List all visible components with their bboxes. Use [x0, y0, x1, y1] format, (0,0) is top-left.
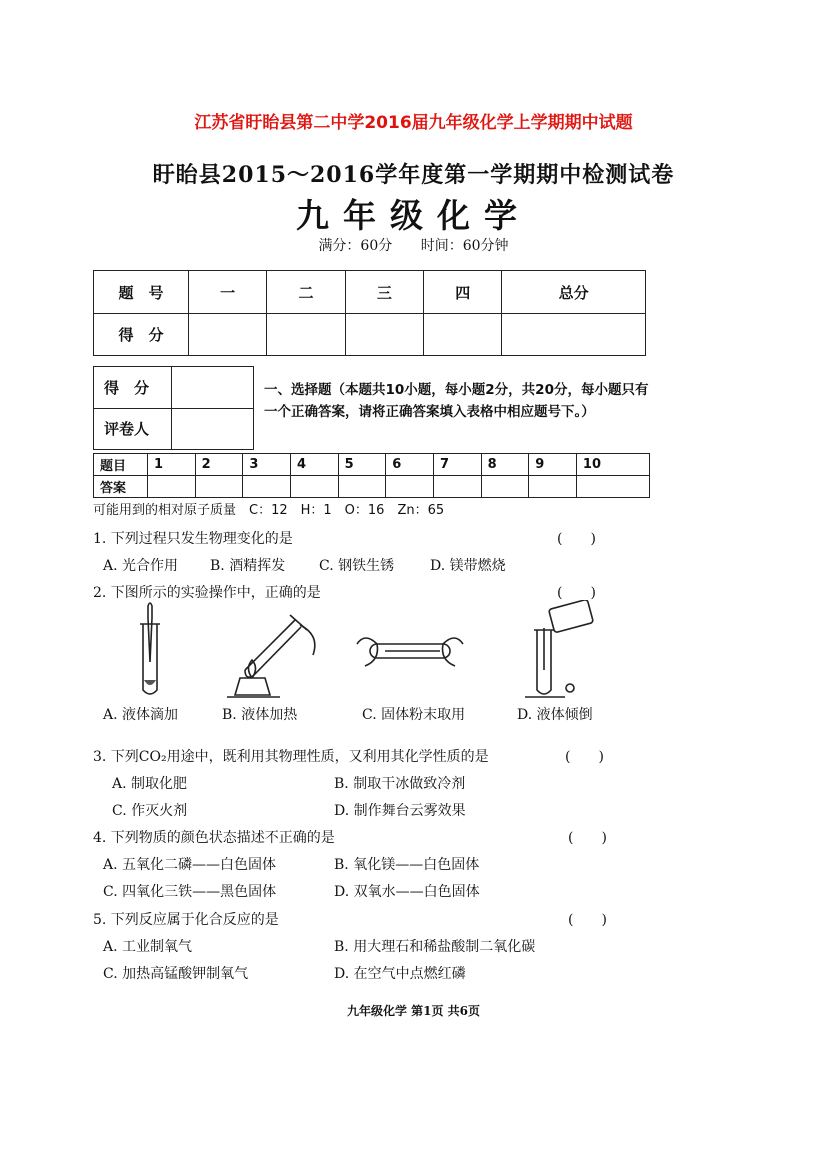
question-1-option-a: A. 光合作用: [103, 558, 179, 574]
answer-cell: [529, 476, 577, 498]
question-2-option-a: A. 液体滴加: [103, 707, 179, 723]
score-table-score-row: [94, 314, 646, 356]
question-2-answer-blank: ( ): [557, 585, 596, 601]
score-header-3: 三: [345, 271, 423, 314]
question-1-option-c: C. 钢铁生锈: [319, 558, 395, 574]
answer-cell: [195, 476, 243, 498]
heating-tube-icon: [227, 615, 315, 697]
exam-time: 时间：60分钟: [420, 238, 509, 254]
question-2-option-c: C. 固体粉末取用: [362, 707, 466, 723]
grader-table: [93, 366, 254, 450]
grader-score-label: 得 分: [94, 367, 172, 409]
score-header-4: 四: [424, 271, 502, 314]
question-5-answer-blank: ( ): [568, 912, 607, 928]
question-4-answer-blank: ( ): [568, 830, 607, 846]
exam-meta: [0, 235, 827, 255]
question-3-option-d: D. 制作舞台云雾效果: [334, 803, 466, 819]
question-4-option-b: B. 氧化镁——白色固体: [334, 857, 480, 873]
answer-cell: [386, 476, 434, 498]
score-row-label: 得 分: [94, 314, 189, 356]
answer-number: 10: [576, 454, 649, 476]
answer-number: 1: [148, 454, 196, 476]
answer-number: 9: [529, 454, 577, 476]
question-1-stem: 1. 下列过程只发生物理变化的是: [93, 531, 293, 547]
score-header-total: 总分: [502, 271, 646, 314]
question-3-answer-blank: ( ): [565, 749, 604, 765]
grader-name-cell: [172, 408, 254, 450]
score-table: [93, 270, 646, 356]
answer-cell: [148, 476, 196, 498]
lab-operations-figure: [95, 600, 635, 700]
question-3-option-b: B. 制取干冰做致冷剂: [334, 776, 466, 792]
answer-fill-label: 答案: [94, 476, 148, 498]
powder-transfer-icon: [357, 638, 463, 666]
question-3-stem: 3. 下列CO₂用途中，既利用其物理性质，又利用其化学性质的是: [93, 749, 489, 765]
document-title: 江苏省盱眙县第二中学2016届九年级化学上学期期中试题: [194, 113, 633, 133]
question-3-option-a: A. 制取化肥: [112, 776, 188, 792]
answer-table: [93, 453, 650, 498]
atomic-masses: 可能用到的相对原子质量 C：12 H：1 O：16 Zn：65: [93, 503, 445, 518]
score-header-label: 题 号: [94, 271, 189, 314]
question-3-option-c: C. 作灭火剂: [112, 803, 188, 819]
exam-title: 盱眙县2015～2016学年度第一学期期中检测试卷: [152, 162, 675, 188]
question-2-option-b: B. 液体加热: [222, 707, 298, 723]
question-5-option-c: C. 加热高锰酸钾制氧气: [103, 966, 249, 982]
question-2-stem: 2. 下图所示的实验操作中，正确的是: [93, 585, 321, 601]
question-1-option-b: B. 酒精挥发: [210, 558, 286, 574]
page-footer: 九年级化学 第1页 共6页: [346, 1004, 481, 1018]
grader-score-cell: [172, 367, 254, 409]
score-header-2: 二: [267, 271, 345, 314]
question-5-option-b: B. 用大理石和稀盐酸制二氧化碳: [334, 939, 536, 955]
answer-cell: [290, 476, 338, 498]
answer-cell: [338, 476, 386, 498]
answer-cell: [481, 476, 529, 498]
question-4-option-d: D. 双氧水——白色固体: [334, 884, 480, 900]
answer-number: 4: [290, 454, 338, 476]
answer-number: 6: [386, 454, 434, 476]
question-4-option-a: A. 五氧化二磷——白色固体: [103, 857, 277, 873]
grader-name-label: 评卷人: [94, 408, 172, 450]
dropper-in-tube-icon: [140, 603, 160, 694]
score-cell: [267, 314, 345, 356]
question-5-option-d: D. 在空气中点燃红磷: [334, 966, 466, 982]
grader-name-row: [94, 408, 254, 450]
question-5-stem: 5. 下列反应属于化合反应的是: [93, 912, 279, 928]
question-1-answer-blank: ( ): [557, 531, 596, 547]
section-1-instructions: 一、选择题（本题共10小题，每小题2分，共20分，每小题只有一个正确答案，请将正确答案填入表格中相应题号下。）: [264, 382, 649, 420]
full-score: 满分：60分: [318, 238, 393, 254]
question-2-option-d: D. 液体倾倒: [517, 707, 593, 723]
grader-score-row: [94, 367, 254, 409]
question-5-option-a: A. 工业制氧气: [103, 939, 193, 955]
answer-cell: [576, 476, 649, 498]
answer-number: 3: [243, 454, 291, 476]
answer-number: 7: [433, 454, 481, 476]
answer-row-label: 题目: [94, 454, 148, 476]
answer-number-row: [94, 454, 650, 476]
answer-cell: [433, 476, 481, 498]
score-cell: [424, 314, 502, 356]
subject-title: 九年级化学: [296, 196, 531, 235]
score-cell: [502, 314, 646, 356]
question-4-stem: 4. 下列物质的颜色状态描述不正确的是: [93, 830, 335, 846]
answer-cell: [243, 476, 291, 498]
answer-number: 5: [338, 454, 386, 476]
answer-number: 8: [481, 454, 529, 476]
score-table-header-row: [94, 271, 646, 314]
score-cell: [189, 314, 267, 356]
score-cell: [345, 314, 423, 356]
pouring-liquid-icon: [525, 600, 593, 697]
answer-number: 2: [195, 454, 243, 476]
question-4-option-c: C. 四氧化三铁——黑色固体: [103, 884, 277, 900]
answer-fill-row: [94, 476, 650, 498]
score-header-1: 一: [189, 271, 267, 314]
question-1-option-d: D. 镁带燃烧: [430, 558, 506, 574]
